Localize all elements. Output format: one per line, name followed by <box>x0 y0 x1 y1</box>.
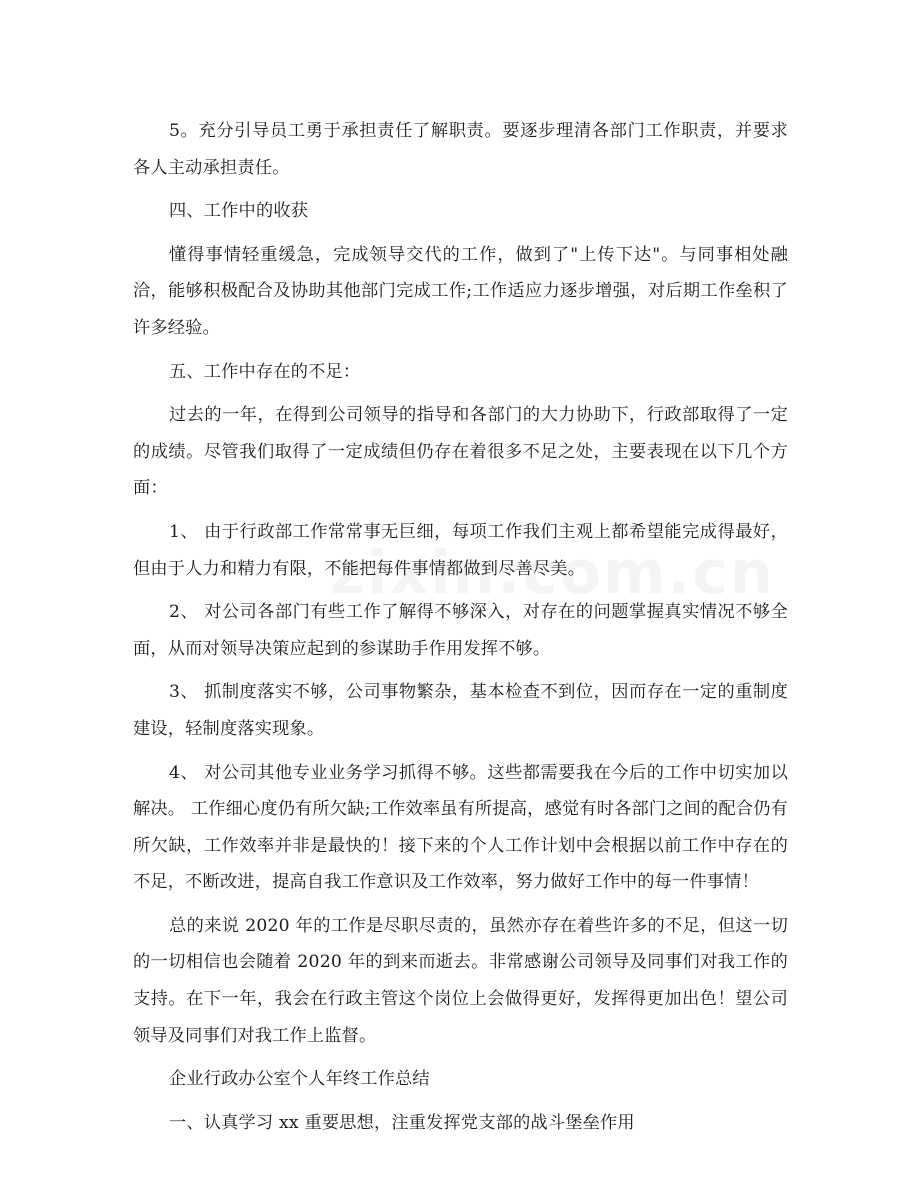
paragraph-shortcoming-2: 2、 对公司各部门有些工作了解得不够深入，对存在的问题掌握真实情况不够全面，从而对领导决策应起到的参谋助手作用发挥不够。 <box>133 602 788 659</box>
paragraph-gains: 懂得事情轻重缓急，完成领导交代的工作，做到了"上传下达"。与同事相处融洽，能够积极配合及协助其他部门完成工作;工作适应力逐步增强，对后期工作垒积了许多经验。 <box>133 244 788 338</box>
paragraph-shortcoming-4: 4、 对公司其他专业业务学习抓得不够。这些都需要我在今后的工作中切实加以解决。 工作细心度仍有所欠缺;工作效率虽有所提高，感觉有时各部门之间的配合仍有所欠缺，工作效率并非是最快的！接下来的个人工作计划中会根据以前工作中存在的不足，不断改进，提高自我工作意识及工作效率，努力做好工作中的每一件事情！ <box>133 762 788 893</box>
section-heading-shortcomings: 五、工作中存在的不足： <box>169 361 361 382</box>
section-heading-study: 一、认真学习 xx 重要思想，注重发挥党支部的战斗堡垒作用 <box>169 1112 635 1133</box>
paragraph-shortcoming-3: 3、 抓制度落实不够，公司事物繁杂，基本检查不到位，因而存在一定的重制度建设，轻制度落实现象。 <box>133 682 788 739</box>
section-heading-gains: 四、工作中的收获 <box>169 201 309 222</box>
paragraph-shortcomings-intro: 过去的一年，在得到公司领导的指导和各部门的大力协助下，行政部取得了一定的成绩。尽管我们取得了一定成绩但仍存在着很多不足之处，主要表现在以下几个方面： <box>133 405 788 499</box>
paragraph-shortcoming-1: 1、 由于行政部工作常常事无巨细，每项工作我们主观上都希望能完成得最好，但由于人力和精力有限，不能把每件事情都做到尽善尽美。 <box>133 521 788 579</box>
paragraph-summary: 总的来说 2020 年的工作是尽职尽责的，虽然亦存在着些许多的不足，但这一切的一切相信也会随着 2020 年的到来而逝去。非常感谢公司领导及同事们对我工作的支持。在下一年，我会在行政主管这个岗位上会做得更好，发挥得更加出色！望公司领导及同事们对我工作上监督。 <box>133 915 788 1046</box>
document-title: 企业行政办公室个人年终工作总结 <box>169 1069 430 1090</box>
document-body <box>133 113 788 1148</box>
paragraph-item-5: 5。充分引导员工勇于承担责任了解职责。要逐步理清各部门工作职责，并要求各人主动承担责任。 <box>133 121 788 178</box>
